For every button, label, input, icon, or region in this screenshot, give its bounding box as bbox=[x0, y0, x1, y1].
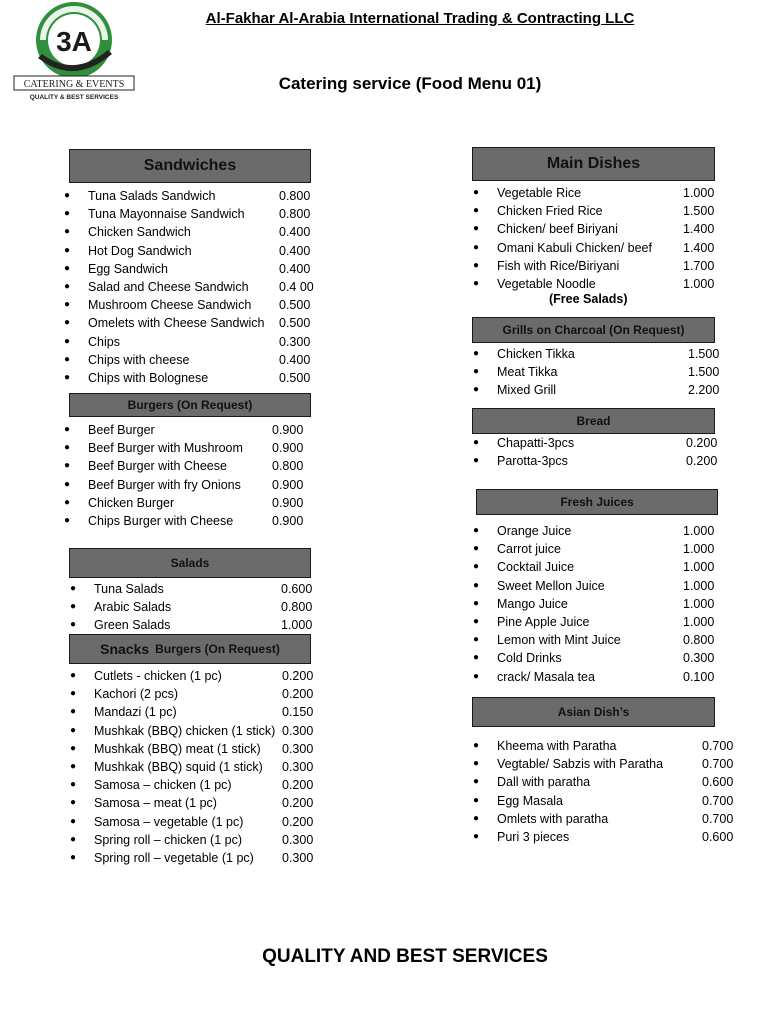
menu-item bbox=[473, 649, 733, 667]
menu-item bbox=[473, 363, 733, 381]
bullet-icon: ● bbox=[70, 815, 77, 827]
bullet-icon: ● bbox=[473, 259, 480, 271]
bullet-icon: ● bbox=[64, 317, 71, 329]
menu-item-price: 0.300 bbox=[282, 759, 314, 774]
menu-item-name: Samosa – vegetable (1 pc) bbox=[94, 814, 244, 829]
menu-item-name: Chicken/ beef Biriyani bbox=[497, 222, 618, 237]
menu-item bbox=[473, 522, 733, 540]
menu-item-price: 0.300 bbox=[279, 334, 311, 349]
menu-item bbox=[64, 333, 324, 351]
menu-item bbox=[70, 849, 330, 867]
menu-item-name: Mandazi (1 pc) bbox=[94, 705, 177, 720]
menu-item bbox=[473, 540, 733, 558]
bullet-icon: ● bbox=[473, 384, 480, 396]
burgers-title: Burgers (On Request) bbox=[127, 398, 253, 412]
menu-item bbox=[64, 512, 324, 530]
menu-item-name: Omlets with paratha bbox=[497, 811, 609, 826]
bullet-icon: ● bbox=[473, 615, 480, 627]
sandwiches-header bbox=[69, 149, 311, 183]
menu-item-name: Chicken Sandwich bbox=[88, 225, 191, 240]
menu-item bbox=[473, 434, 733, 452]
bullet-icon: ● bbox=[64, 478, 71, 490]
menu-item-price: 0.500 bbox=[279, 316, 311, 331]
bullet-icon: ● bbox=[473, 758, 480, 770]
asian-title: Asian Dish’s bbox=[557, 705, 630, 719]
menu-item-price: 1.700 bbox=[683, 258, 715, 273]
menu-item bbox=[70, 598, 330, 616]
bullet-icon: ● bbox=[473, 366, 480, 378]
salads-header bbox=[69, 548, 311, 578]
bullet-icon: ● bbox=[473, 776, 480, 788]
menu-item bbox=[473, 239, 733, 257]
menu-item-price: 0.800 bbox=[279, 189, 311, 203]
menu-item-price: 0.900 bbox=[272, 495, 304, 510]
menu-item-name: Mango Juice bbox=[497, 596, 568, 611]
menu-item bbox=[473, 452, 733, 470]
menu-item-price: 0.400 bbox=[279, 243, 311, 258]
sandwiches-title: Sandwiches bbox=[143, 157, 237, 174]
salads-title: Salads bbox=[170, 556, 210, 570]
bullet-icon: ● bbox=[473, 830, 480, 842]
menu-item bbox=[64, 187, 324, 205]
menu-item-name: Chips with cheese bbox=[88, 352, 190, 367]
menu-item bbox=[473, 577, 733, 595]
menu-item bbox=[473, 345, 733, 363]
menu-item bbox=[70, 740, 330, 758]
menu-item-name: Cutlets - chicken (1 pc) bbox=[94, 669, 222, 683]
menu-item bbox=[64, 223, 324, 241]
menu-item-name: Chips Burger with Cheese bbox=[88, 513, 234, 528]
menu-item-price: 0.800 bbox=[683, 633, 715, 648]
menu-item-name: Mushkak (BBQ) meat (1 stick) bbox=[94, 741, 261, 756]
menu-item-name: Chicken Burger bbox=[88, 495, 175, 510]
bullet-icon: ● bbox=[473, 812, 480, 824]
bullet-icon: ● bbox=[64, 353, 71, 365]
burgers-list bbox=[64, 421, 324, 530]
bullet-icon: ● bbox=[473, 187, 480, 198]
menu-item bbox=[473, 613, 733, 631]
bullet-icon: ● bbox=[473, 652, 480, 664]
menu-item-price: 1.500 bbox=[688, 347, 720, 361]
bullet-icon: ● bbox=[64, 335, 71, 347]
bullet-icon: ● bbox=[473, 437, 480, 448]
menu-item-name: Sweet Mellon Juice bbox=[497, 578, 605, 593]
bullet-icon: ● bbox=[70, 583, 77, 594]
menu-item bbox=[473, 381, 733, 399]
menu-item-name: Tuna Salads Sandwich bbox=[88, 189, 216, 203]
asian-header bbox=[472, 697, 715, 727]
menu-item bbox=[64, 296, 324, 314]
menu-item bbox=[70, 794, 330, 812]
menu-item-price: 0.700 bbox=[702, 757, 734, 772]
menu-item-price: 0.300 bbox=[683, 651, 715, 666]
bullet-icon: ● bbox=[473, 543, 480, 555]
menu-item-name: Chapatti-3pcs bbox=[497, 436, 575, 450]
menu-item-name: Puri 3 pieces bbox=[497, 829, 570, 844]
bullet-icon: ● bbox=[64, 299, 71, 311]
bread-title: Bread bbox=[576, 414, 611, 428]
bullet-icon: ● bbox=[473, 740, 480, 751]
bread-list bbox=[473, 434, 733, 470]
menu-item bbox=[473, 595, 733, 613]
menu-item-name: Vegetable Rice bbox=[497, 186, 582, 200]
menu-item-price: 0.600 bbox=[702, 829, 734, 844]
menu-item-price: 0.150 bbox=[282, 705, 314, 720]
menu-item-name: Vegetable Noodle bbox=[497, 276, 596, 291]
menu-item bbox=[64, 260, 324, 278]
menu-item bbox=[70, 758, 330, 776]
menu-item-name: Pine Apple Juice bbox=[497, 614, 590, 629]
menu-item-price: 0.200 bbox=[282, 796, 314, 811]
bullet-icon: ● bbox=[64, 262, 71, 274]
menu-item bbox=[70, 685, 330, 703]
bullet-icon: ● bbox=[473, 205, 480, 217]
menu-item-price: 0.800 bbox=[279, 207, 311, 222]
bullet-icon: ● bbox=[473, 455, 480, 467]
bullet-icon: ● bbox=[473, 579, 480, 591]
menu-item-price: 1.000 bbox=[683, 186, 715, 200]
menu-item-name: Fish with Rice/Biriyani bbox=[497, 258, 620, 273]
menu-item-name: Beef Burger with Mushroom bbox=[88, 441, 243, 456]
menu-item bbox=[64, 494, 324, 512]
menu-item bbox=[473, 257, 733, 275]
menu-item-name: Mushroom Cheese Sandwich bbox=[88, 298, 252, 313]
menu-item-name: Tuna Salads bbox=[94, 582, 164, 596]
menu-item-name: Mushkak (BBQ) squid (1 stick) bbox=[94, 759, 263, 774]
bullet-icon: ● bbox=[70, 724, 77, 736]
menu-item-price: 0.700 bbox=[702, 811, 734, 826]
menu-item-price: 0.200 bbox=[282, 669, 314, 683]
bread-header bbox=[472, 408, 715, 434]
bullet-icon: ● bbox=[64, 280, 71, 292]
menu-item-name: Chips with Bolognese bbox=[88, 370, 209, 385]
menu-item-name: Omelets with Cheese Sandwich bbox=[88, 316, 265, 331]
menu-item bbox=[473, 773, 753, 791]
menu-item-price: 0.300 bbox=[282, 723, 314, 738]
grills-list bbox=[473, 345, 733, 400]
asian-list bbox=[473, 737, 753, 846]
menu-item-price: 0.200 bbox=[686, 436, 718, 450]
menu-item-name: Orange Juice bbox=[497, 524, 572, 538]
menu-item-name: Chicken Tikka bbox=[497, 347, 575, 361]
menu-item bbox=[473, 828, 753, 846]
menu-item bbox=[70, 722, 330, 740]
menu-item-price: 1.000 bbox=[683, 542, 715, 557]
menu-item-price: 1.000 bbox=[683, 596, 715, 611]
menu-item bbox=[64, 242, 324, 260]
grills-header bbox=[472, 317, 715, 343]
menu-item-name: Tuna Mayonnaise Sandwich bbox=[88, 207, 245, 222]
menu-item bbox=[64, 205, 324, 223]
menu-item bbox=[70, 703, 330, 721]
menu-item-price: 0.500 bbox=[279, 370, 311, 385]
menu-item bbox=[64, 457, 324, 475]
menu-item-name: Kheema with Paratha bbox=[497, 739, 617, 753]
bullet-icon: ● bbox=[473, 348, 480, 359]
menu-item-name: Green Salads bbox=[94, 618, 171, 633]
menu-item bbox=[64, 314, 324, 332]
bullet-icon: ● bbox=[70, 619, 77, 631]
menu-item bbox=[70, 813, 330, 831]
salads-list bbox=[70, 580, 330, 635]
bullet-icon: ● bbox=[70, 742, 77, 754]
menu-item-price: 0.100 bbox=[683, 669, 715, 684]
menu-item bbox=[64, 369, 324, 387]
menu-item-name: Hot Dog Sandwich bbox=[88, 243, 192, 258]
menu-item-price: 0.200 bbox=[686, 454, 718, 469]
menu-item bbox=[473, 184, 733, 202]
menu-item-price: 0.300 bbox=[282, 741, 314, 756]
menu-item-name: Parotta-3pcs bbox=[497, 454, 568, 469]
juices-title: Fresh Juices bbox=[560, 495, 634, 509]
menu-item-name: Chips bbox=[88, 334, 120, 349]
menu-item bbox=[473, 202, 733, 220]
bullet-icon: ● bbox=[64, 442, 71, 454]
bullet-icon: ● bbox=[473, 794, 480, 806]
menu-item bbox=[70, 831, 330, 849]
menu-item-name: Omani Kabuli Chicken/ beef bbox=[497, 240, 652, 255]
bullet-icon: ● bbox=[64, 190, 71, 201]
bullet-icon: ● bbox=[70, 760, 77, 772]
juices-header bbox=[476, 489, 718, 515]
menu-item-price: 0.600 bbox=[281, 582, 313, 596]
menu-item bbox=[64, 439, 324, 457]
company-name: Al-Fakhar Al-Arabia International Trading & Contracting LLC bbox=[205, 10, 635, 27]
menu-item-price: 1.000 bbox=[281, 618, 313, 633]
menu-item-name: Spring roll – vegetable (1 pc) bbox=[94, 850, 254, 865]
bullet-icon: ● bbox=[473, 277, 480, 289]
menu-item-name: Carrot juice bbox=[497, 542, 561, 557]
bullet-icon: ● bbox=[473, 525, 480, 536]
menu-item bbox=[473, 810, 753, 828]
menu-item-price: 0.300 bbox=[282, 850, 314, 865]
menu-item-price: 0.800 bbox=[272, 459, 304, 474]
bullet-icon: ● bbox=[70, 601, 77, 613]
menu-item-price: 0.900 bbox=[272, 423, 304, 437]
menu-item bbox=[473, 558, 733, 576]
menu-item-name: Egg Sandwich bbox=[88, 261, 168, 276]
menu-item bbox=[70, 580, 330, 598]
logo-text: 3A bbox=[56, 26, 92, 57]
menu-item-price: 0.400 bbox=[279, 261, 311, 276]
snacks-list bbox=[70, 667, 330, 867]
menu-item-price: 0.600 bbox=[702, 775, 734, 790]
bullet-icon: ● bbox=[473, 670, 480, 682]
bullet-icon: ● bbox=[473, 561, 480, 573]
logo-tag: CATERING & EVENTS bbox=[23, 79, 125, 90]
menu-item-name: Mushkak (BBQ) chicken (1 stick) bbox=[94, 723, 276, 738]
menu-item-price: 0.400 bbox=[279, 225, 311, 240]
menu-item-name: Vegtable/ Sabzis with Paratha bbox=[497, 757, 664, 772]
menu-item bbox=[473, 275, 733, 293]
menu-item-price: 0.400 bbox=[279, 352, 311, 367]
menu-item-name: Samosa – meat (1 pc) bbox=[94, 796, 217, 811]
menu-item-price: 0.800 bbox=[281, 600, 313, 615]
menu-item bbox=[473, 755, 753, 773]
free-salads-note: (Free Salads) bbox=[549, 292, 628, 306]
menu-item-name: Samosa – chicken (1 pc) bbox=[94, 778, 232, 793]
menu-item-name: Chicken Fried Rice bbox=[497, 204, 603, 219]
grills-title: Grills on Charcoal (On Request) bbox=[502, 323, 685, 337]
menu-item-price: 1.500 bbox=[688, 365, 720, 380]
menu-item-name: Beef Burger with fry Onions bbox=[88, 477, 241, 492]
menu-item-price: 1.000 bbox=[683, 578, 715, 593]
bullet-icon: ● bbox=[64, 496, 71, 508]
menu-item-price: 1.400 bbox=[683, 222, 715, 237]
main-dishes-list bbox=[473, 184, 733, 293]
menu-item-name: Spring roll – chicken (1 pc) bbox=[94, 832, 242, 847]
menu-item-name: Cold Drinks bbox=[497, 651, 562, 666]
bullet-icon: ● bbox=[70, 833, 77, 845]
menu-item-name: Egg Masala bbox=[497, 793, 564, 808]
main-dishes-title: Main Dishes bbox=[546, 155, 641, 172]
menu-item bbox=[64, 421, 324, 439]
bullet-icon: ● bbox=[70, 706, 77, 718]
page-title: Catering service (Food Menu 01) bbox=[278, 74, 542, 93]
menu-item-price: 0.4 00 bbox=[279, 279, 314, 294]
bullet-icon: ● bbox=[64, 460, 71, 472]
company-logo bbox=[12, 2, 136, 102]
menu-item bbox=[64, 278, 324, 296]
menu-item-price: 0.900 bbox=[272, 441, 304, 456]
menu-item-price: 1.000 bbox=[683, 524, 715, 538]
snacks-header bbox=[69, 634, 311, 664]
bullet-icon: ● bbox=[473, 241, 480, 253]
bullet-icon: ● bbox=[70, 797, 77, 809]
menu-item-name: Cocktail Juice bbox=[497, 560, 575, 575]
menu-item-price: 0.700 bbox=[702, 739, 734, 753]
bullet-icon: ● bbox=[473, 634, 480, 646]
menu-item-name: Salad and Cheese Sandwich bbox=[88, 279, 249, 294]
bullet-icon: ● bbox=[70, 851, 77, 863]
menu-item-price: 0.500 bbox=[279, 298, 311, 313]
bullet-icon: ● bbox=[70, 670, 77, 681]
menu-item-name: Meat Tikka bbox=[497, 365, 558, 380]
menu-item-price: 1.000 bbox=[683, 560, 715, 575]
bullet-icon: ● bbox=[64, 424, 71, 435]
juices-list bbox=[473, 522, 733, 686]
menu-item bbox=[473, 220, 733, 238]
menu-item-price: 0.900 bbox=[272, 513, 304, 528]
footer-slogan: QUALITY AND BEST SERVICES bbox=[262, 946, 548, 967]
menu-item-name: Arabic Salads bbox=[94, 600, 172, 615]
bullet-icon: ● bbox=[70, 688, 77, 700]
bullet-icon: ● bbox=[473, 223, 480, 235]
menu-item-price: 1.500 bbox=[683, 204, 715, 219]
sandwiches-list bbox=[64, 187, 324, 387]
menu-item-name: Kachori (2 pcs) bbox=[94, 687, 179, 702]
bullet-icon: ● bbox=[64, 514, 71, 526]
menu-item-name: Beef Burger with Cheese bbox=[88, 459, 227, 474]
main-dishes-header bbox=[472, 147, 715, 181]
menu-item-price: 1.400 bbox=[683, 240, 715, 255]
menu-item-price: 1.000 bbox=[683, 614, 715, 629]
bullet-icon: ● bbox=[64, 208, 71, 220]
burgers-header bbox=[69, 393, 311, 417]
menu-item bbox=[70, 776, 330, 794]
snacks-title: Snacks bbox=[100, 641, 150, 657]
menu-item bbox=[70, 667, 330, 685]
menu-item-price: 0.900 bbox=[272, 477, 304, 492]
menu-item-price: 1.000 bbox=[683, 276, 715, 291]
bullet-icon: ● bbox=[64, 226, 71, 238]
bullet-icon: ● bbox=[64, 371, 71, 383]
menu-item-price: 0.300 bbox=[282, 832, 314, 847]
snacks-subtitle: Burgers (On Request) bbox=[155, 642, 280, 656]
menu-item-price: 0.200 bbox=[282, 778, 314, 793]
menu-item-name: Beef Burger bbox=[88, 423, 155, 437]
bullet-icon: ● bbox=[64, 244, 71, 256]
menu-item-price: 0.200 bbox=[282, 687, 314, 702]
menu-item-name: Dall with paratha bbox=[497, 775, 591, 790]
menu-item-price: 2.200 bbox=[688, 383, 720, 398]
logo-slogan: QUALITY & BEST SERVICES bbox=[29, 94, 119, 101]
menu-item bbox=[473, 631, 733, 649]
menu-item-price: 0.200 bbox=[282, 814, 314, 829]
menu-item bbox=[473, 668, 733, 686]
menu-item bbox=[70, 616, 330, 634]
menu-item bbox=[473, 737, 753, 755]
menu-item-price: 0.700 bbox=[702, 793, 734, 808]
menu-item-name: crack/ Masala tea bbox=[497, 669, 595, 684]
menu-item-name: Mixed Grill bbox=[497, 383, 557, 398]
bullet-icon: ● bbox=[70, 779, 77, 791]
menu-item bbox=[473, 792, 753, 810]
menu-item bbox=[64, 476, 324, 494]
menu-item-name: Lemon with Mint Juice bbox=[497, 633, 621, 648]
bullet-icon: ● bbox=[473, 597, 480, 609]
menu-item bbox=[64, 351, 324, 369]
